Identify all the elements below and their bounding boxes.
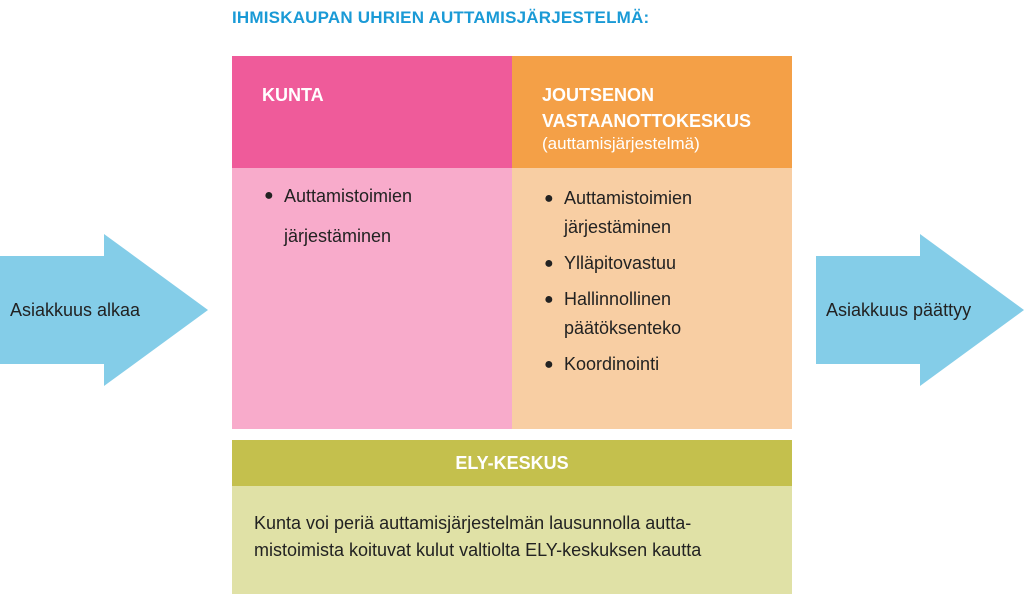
list-item-line: Auttamistoimien bbox=[284, 186, 413, 206]
list-item-line: järjestäminen bbox=[564, 217, 672, 237]
end-arrow-label: Asiakkuus päättyy bbox=[826, 299, 972, 320]
list-item bbox=[512, 350, 792, 379]
joutsenon-list bbox=[512, 168, 792, 379]
list-item-line: Ylläpitovastuu bbox=[564, 253, 677, 273]
list-item bbox=[232, 176, 512, 256]
ely-panel bbox=[232, 486, 792, 594]
joutsenon-heading-line1: JOUTSENON bbox=[542, 85, 655, 105]
kunta-panel bbox=[232, 168, 512, 429]
joutsenon-heading-line2: VASTAANOTTOKESKUS bbox=[542, 111, 752, 131]
joutsenon-subheading: (auttamisjärjestelmä) bbox=[542, 134, 700, 153]
bullet-icon: ● bbox=[264, 187, 274, 204]
bullet-icon: ● bbox=[544, 255, 554, 272]
list-item-line: päätöksenteko bbox=[564, 318, 682, 338]
ely-text-line2: mistoimista koituvat kulut valtiolta ELY-keskuksen kautta bbox=[254, 540, 702, 560]
list-item-line: Hallinnollinen bbox=[564, 289, 672, 309]
kunta-header bbox=[232, 56, 512, 168]
list-item bbox=[512, 184, 792, 242]
list-item bbox=[512, 285, 792, 343]
list-item bbox=[512, 249, 792, 278]
kunta-heading: KUNTA bbox=[262, 85, 324, 105]
end-arrow bbox=[816, 234, 1024, 386]
ely-text-line1: Kunta voi periä auttamisjärjestelmän lausunnolla autta- bbox=[254, 513, 692, 533]
bullet-icon: ● bbox=[544, 190, 554, 207]
diagram-title: IHMISKAUPAN UHRIEN AUTTAMISJÄRJESTELMÄ: bbox=[232, 8, 650, 27]
start-arrow bbox=[0, 234, 210, 386]
start-arrow-label: Asiakkuus alkaa bbox=[10, 299, 141, 320]
ely-header bbox=[232, 440, 792, 486]
list-item-line: Koordinointi bbox=[564, 354, 660, 374]
list-item-line: Auttamistoimien bbox=[564, 188, 693, 208]
bullet-icon: ● bbox=[544, 291, 554, 308]
bullet-icon: ● bbox=[544, 356, 554, 373]
list-item-line: järjestäminen bbox=[284, 226, 392, 246]
joutsenon-panel bbox=[512, 168, 792, 429]
ely-heading: ELY-KESKUS bbox=[455, 453, 569, 473]
kunta-list bbox=[232, 168, 512, 256]
joutsenon-header bbox=[512, 56, 792, 168]
